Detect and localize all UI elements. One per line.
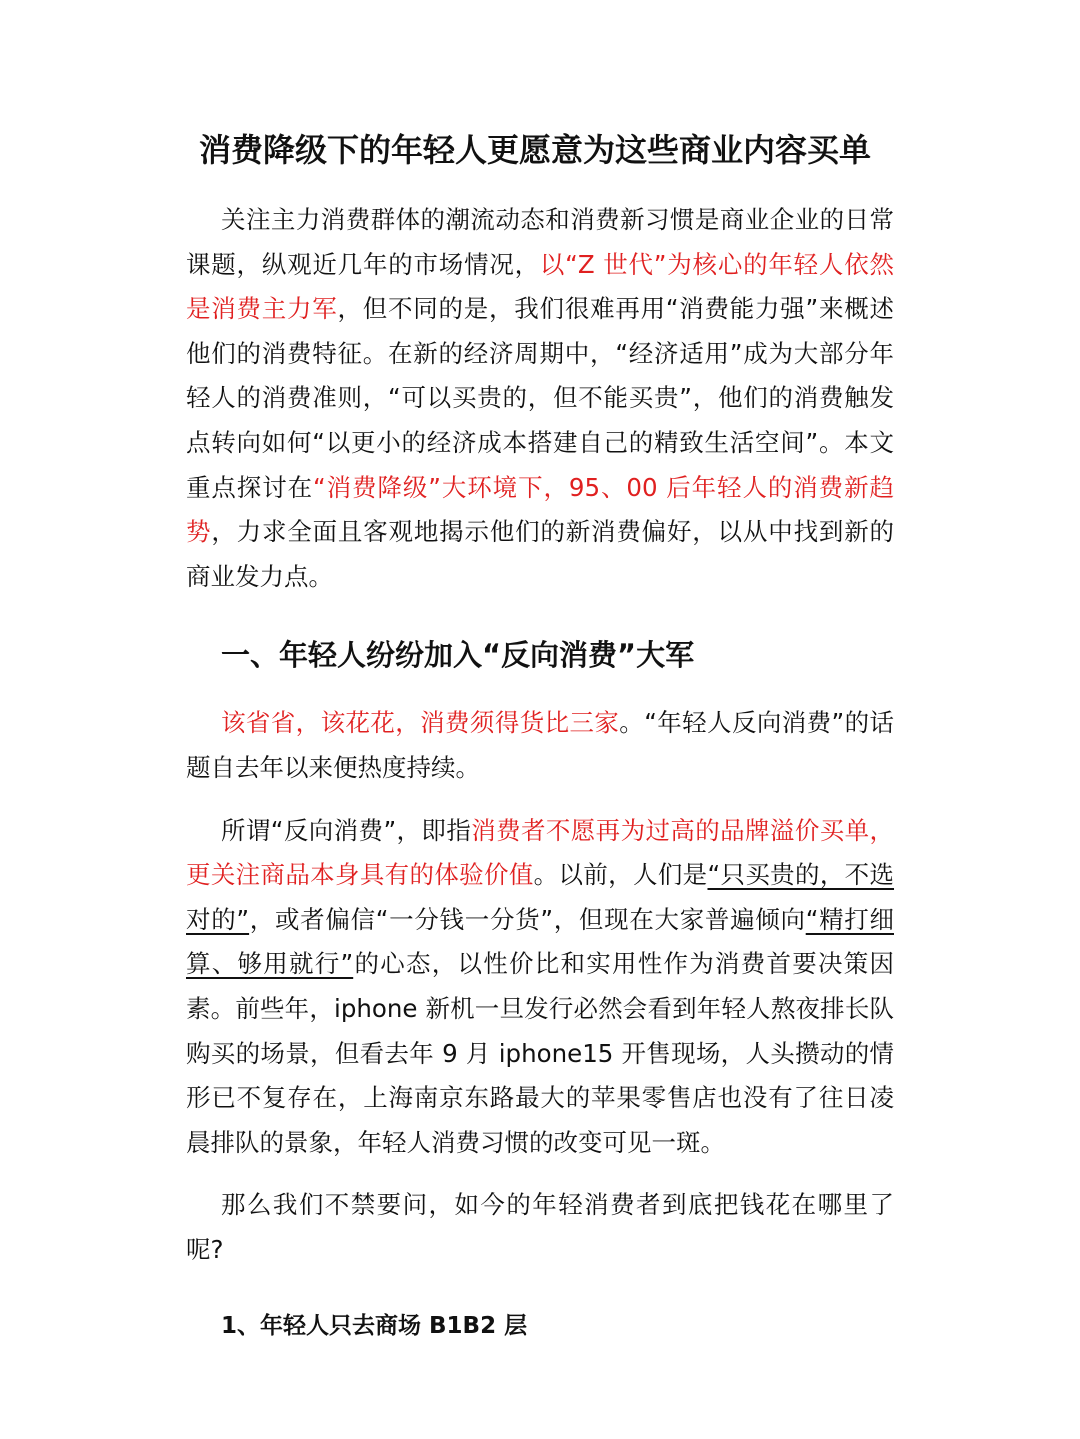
- p2-underline-1: “只买贵的，不选对的”: [186, 860, 895, 934]
- paragraph-spacer: [186, 791, 894, 809]
- intro-text-3: ，力求全面且客观地揭示他们的新消费偏好，以从中找到新的商业发力点。: [186, 517, 895, 591]
- subsection-heading: 1、年轻人只去商场 B1B2 层: [221, 1313, 528, 1340]
- intro-text-2: ，但不同的是，我们很难再用“消费能力强”来概述他们的消费特征。在新的经济周期中，“经济适用”成为大部分年轻人的消费准则，“可以买贵的，但不能买贵”，他们的消费触发点转向如何“以更小的经济成本搭建自己的精致生活空间”。本文重点探讨在: [186, 294, 895, 502]
- p2-text-3: ，或者偏信“一分钱一分货”，但现在大家普遍倾向: [249, 904, 806, 934]
- intro-text-1: 关注主力消费群体的潮流动态和消费新习惯是商业企业的日常课题，纵观近几年的市场情况，: [186, 205, 894, 279]
- p2-underline-2: “精打细算、够用就行”: [186, 904, 894, 979]
- intro-paragraph: [186, 198, 894, 599]
- intro-highlight-1: 以“Z 世代”为核心的年轻人依然是消费主力军: [186, 249, 894, 324]
- p2-text-2: 。以前，人们是: [533, 860, 708, 890]
- intro-highlight-2: “消费降级”大环境下，95、00 后年轻人的消费新趋势: [186, 472, 894, 547]
- section-paragraph-2: [186, 809, 894, 1166]
- p1-text: 。“年轻人反向消费”的话题自去年以来便热度持续。: [186, 708, 895, 782]
- p2-highlight: 消费者不愿再为过高的品牌溢价买单，更关注商品本身具有的体验价值: [186, 815, 895, 890]
- section-paragraph-1: [186, 701, 894, 790]
- p1-highlight: 该省省，该花花，消费须得货比三家: [221, 708, 620, 738]
- p2-text-1: 所谓“反向消费”，即指: [221, 815, 472, 845]
- paragraph-spacer: [186, 1165, 894, 1183]
- p2-text-4: 的心态，以性价比和实用性作为消费首要决策因素。前些年，iphone 新机一旦发行必然会看到年轻人熬夜排长队购买的场景，但看去年 9 月 iphone15 开售现场，人头攒动的情形已不复存在，上海南京东路最大的苹果零售店也没有了往日凌晨排队的景象，年轻人消费习惯的改变可见一斑。: [186, 949, 894, 1157]
- section-paragraph-3: 那么我们不禁要问，如今的年轻消费者到底把钱花在哪里了呢?: [186, 1190, 894, 1264]
- section-heading: 一、年轻人纷纷加入“反向消费”大军: [221, 638, 695, 673]
- document-title: 消费降级下的年轻人更愿意为这些商业内容买单: [198, 131, 871, 169]
